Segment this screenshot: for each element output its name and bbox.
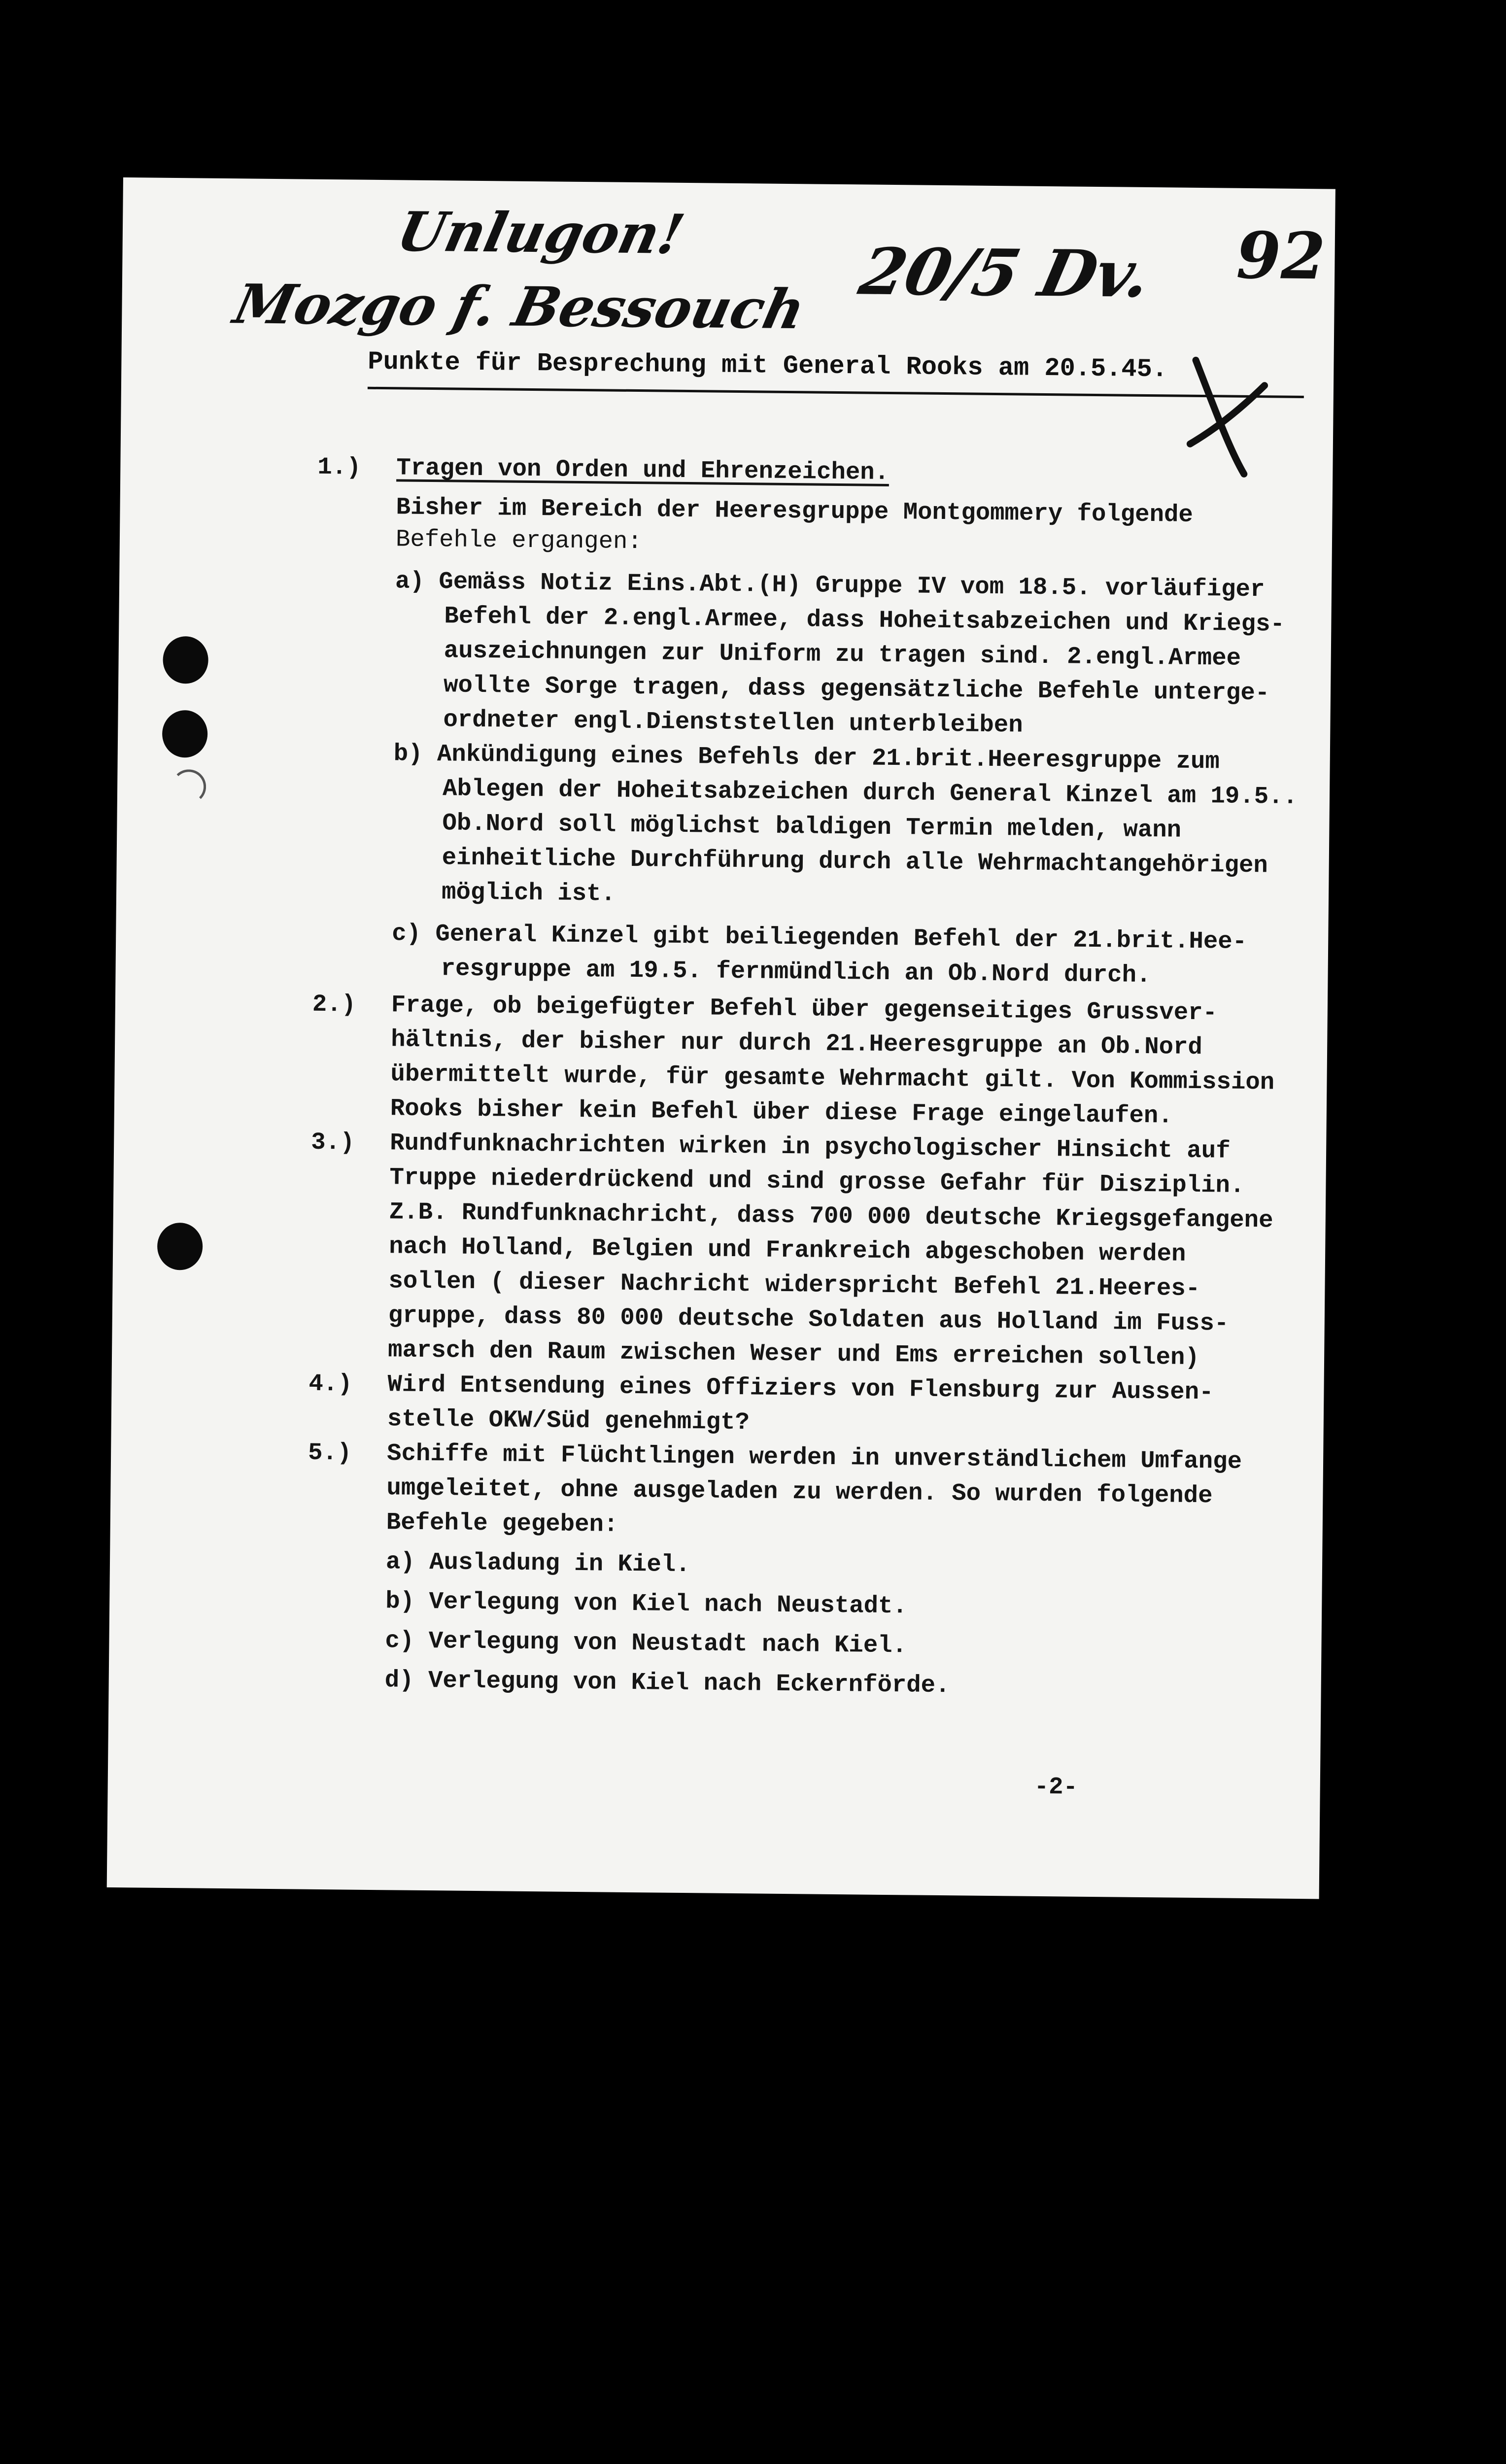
handwritten-left-note: Mozgo f. Bessouch xyxy=(228,272,811,342)
document-heading: Punkte für Besprechung mit General Rooks am 20.5.45. xyxy=(368,347,1168,384)
handwritten-page-number: 92 xyxy=(1235,217,1326,294)
typed-line: übermittelt wurde, für gesamte Wehrmacht gilt. Von Kommission xyxy=(390,1060,1275,1096)
typed-line: 3.) xyxy=(310,1128,355,1157)
handwritten-cross-mark xyxy=(1175,350,1284,479)
typed-line: wollte Sorge tragen, dass gegensätzliche Befehle unterge- xyxy=(443,671,1270,707)
typed-line: umgeleitet, ohne ausgeladen zu werden. So wurden folgende xyxy=(386,1474,1213,1510)
typed-line: Rooks bisher kein Befehl über diese Frage eingelaufen. xyxy=(390,1095,1173,1130)
typed-line: a) Ausladung in Kiel. xyxy=(385,1548,690,1579)
typed-line: einheitliche Durchführung durch alle Wehrmachtangehörigen xyxy=(442,844,1268,880)
heading-underline xyxy=(368,387,1304,398)
typed-line: sollen ( dieser Nachricht widerspricht Befehl 21.Heeres- xyxy=(388,1267,1200,1303)
page-footer-number: -2- xyxy=(1034,1773,1078,1801)
punch-hole-2 xyxy=(162,710,208,758)
handwritten-top-note: Unlugon! xyxy=(391,200,690,266)
typed-line: ordneter engl.Dienststellen unterbleiben xyxy=(443,706,1023,739)
typed-line: b) Verlegung von Kiel nach Neustadt. xyxy=(385,1587,908,1620)
typed-line: Frage, ob beigefügter Befehl über gegenseitiges Grussver- xyxy=(391,991,1218,1027)
typed-line: nach Holland, Belgien und Frankreich abgeschoben werden xyxy=(388,1232,1186,1268)
typed-line: Z.B. Rundfunknachricht, dass 700 000 deutsche Kriegsgefangene xyxy=(389,1198,1273,1234)
typed-line: Befehle ergangen: xyxy=(395,525,643,556)
typed-line: 1.) xyxy=(317,453,361,481)
typed-line: Tragen von Orden und Ehrenzeichen. xyxy=(396,454,890,486)
typed-line: resgruppe am 19.5. fernmündlich an Ob.Nord durch. xyxy=(441,955,1151,990)
typed-line: b) Ankündigung eines Befehls der 21.brit.Heeresgruppe zum xyxy=(393,740,1220,776)
typed-line: auszeichnungen zur Uniform zu tragen sind. 2.engl.Armee xyxy=(444,637,1241,672)
punch-hole-1 xyxy=(163,636,208,684)
typed-line: Ablegen der Hoheitsabzeichen durch General Kinzel am 19.5.. xyxy=(442,775,1298,811)
typed-line: c) General Kinzel gibt beiliegenden Befehl der 21.brit.Hee- xyxy=(392,920,1247,956)
typed-line: Befehl der 2.engl.Armee, dass Hoheitsabzeichen und Kriegs- xyxy=(444,602,1285,638)
typed-line: 2.) xyxy=(312,990,356,1019)
typed-line: 5.) xyxy=(308,1438,352,1467)
typed-line: Wird Entsendung eines Offiziers von Flensburg zur Aussen- xyxy=(387,1370,1214,1406)
typed-line: hältnis, der bisher nur durch 21.Heeresgruppe an Ob.Nord xyxy=(390,1026,1203,1061)
typed-line: möglich ist. xyxy=(441,878,616,908)
typed-line: Ob.Nord soll möglichst baldigen Termin melden, wann xyxy=(442,809,1182,844)
typed-line: a) Gemäss Notiz Eins.Abt.(H) Gruppe IV vom 18.5. vorläufiger xyxy=(395,567,1265,604)
typed-line: Truppe niederdrückend und sind grosse Gefahr für Disziplin. xyxy=(389,1164,1245,1199)
typed-line: c) Verlegung von Neustadt nach Kiel. xyxy=(385,1627,907,1660)
typed-line: marsch den Raum zwischen Weser und Ems erreichen sollen) xyxy=(387,1336,1200,1372)
handwritten-date-note: 20/5 Dv. xyxy=(853,234,1158,312)
typed-line: Bisher im Bereich der Heeresgruppe Montgommery folgende xyxy=(396,493,1194,529)
typed-line: d) Verlegung von Kiel nach Eckernförde. xyxy=(384,1666,950,1700)
punch-hole-3 xyxy=(157,1223,203,1270)
typed-line: Schiffe mit Flüchtlingen werden in unverständlichem Umfange xyxy=(386,1439,1242,1475)
typed-line: stelle OKW/Süd genehmigt? xyxy=(387,1405,750,1437)
typed-line: Rundfunknachrichten wirken in psychologischer Hinsicht auf xyxy=(389,1129,1231,1165)
typed-line: gruppe, dass 80 000 deutsche Soldaten aus Holland im Fuss- xyxy=(388,1301,1229,1337)
typed-line: Befehle gegeben: xyxy=(386,1508,618,1539)
punch-hole-faint xyxy=(171,769,206,804)
document-page xyxy=(107,177,1335,1899)
typed-line: 4.) xyxy=(308,1369,353,1398)
